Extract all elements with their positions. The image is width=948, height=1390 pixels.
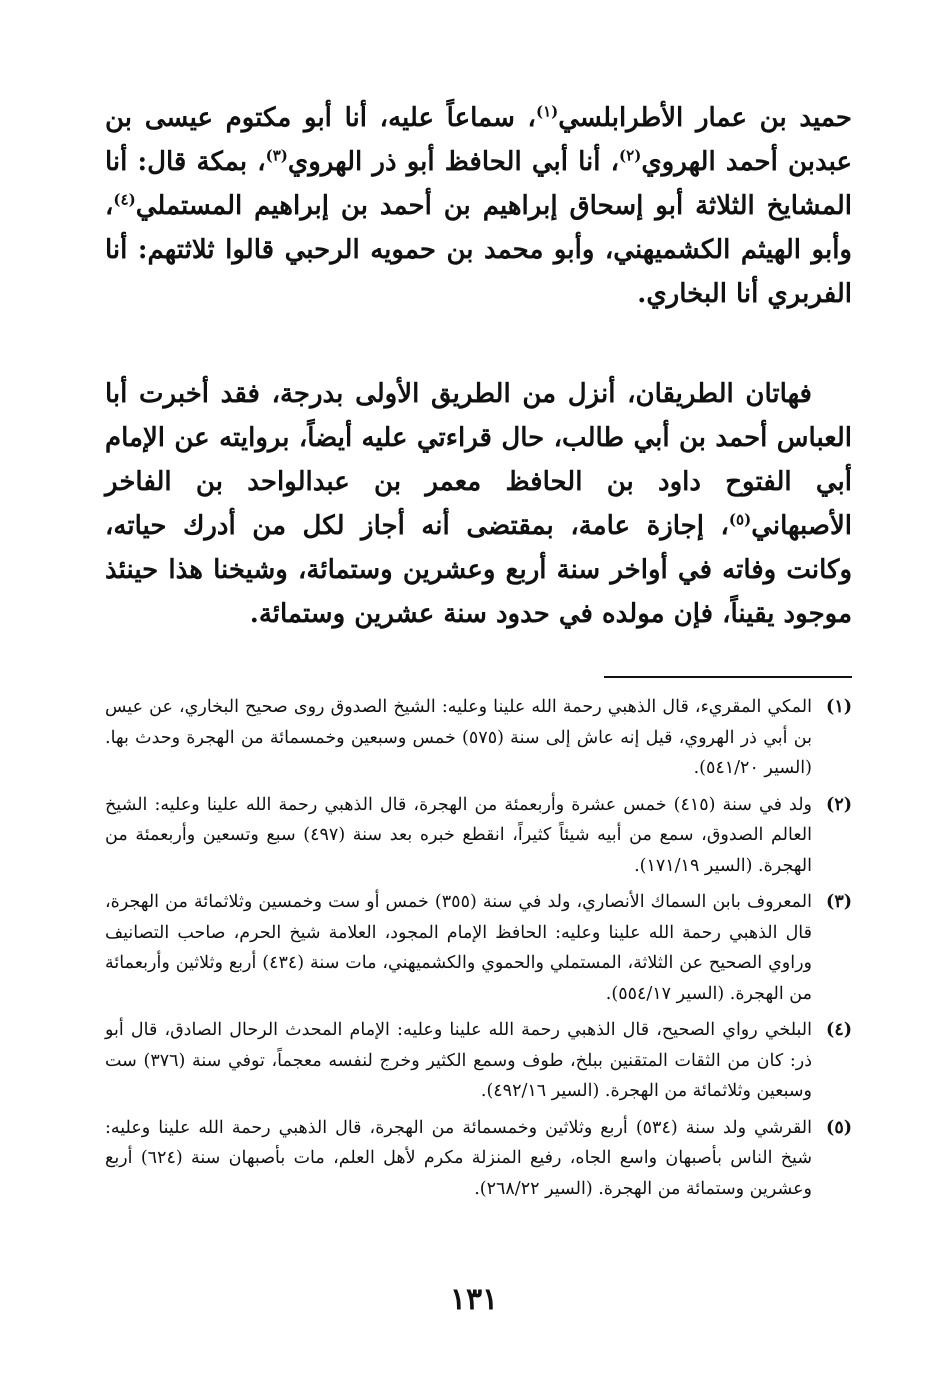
footnote-reference-5: (٥) <box>728 510 752 529</box>
footnote-number: (١) <box>826 697 852 717</box>
footnote-text: القرشي ولد سنة (٥٣٤) أربع وثلاثين وخمسمائة من الهجرة، قال الذهبي رحمة الله علينا وعليه: شيخ الناس بأصبهان واسع الجاه، رفيع المنزلة مكرم لأهل العلم، مات بأصبهان سنة (٦٢٤) أربع وعشرين وستمائة من الهجرة. (السير ٢٦٨/٢٢). <box>105 1117 813 1199</box>
text-segment: ، بمكة قال: أنا المشايخ الثلاثة أبو إسحاق إبراهيم بن أحمد بن إبراهيم المستملي <box>105 147 852 221</box>
footnote-reference-3: (٣) <box>265 146 288 165</box>
footnote-reference-4: (٤) <box>113 190 136 209</box>
footnote-separator <box>604 676 852 678</box>
text-segment: ، إجازة عامة، بمقتضى أنه أجاز لكل من أدرك حياته، وكانت وفاته في أواخر سنة أربع وعشرين وستمائة، وشيخنا هذا حينئذ موجود يقيناً، فإن مولده في حدود سنة عشرين وستمائة. <box>105 511 852 629</box>
text-segment: حميد بن عمار الأطرابلسي <box>558 103 853 133</box>
text-segment: ، سماعاً عليه، أنا أبو مكتوم عيسى بن عبدبن أحمد الهروي <box>105 103 852 177</box>
body-paragraph-2 <box>105 372 852 636</box>
footnote-4 <box>105 1015 852 1107</box>
body-paragraph-1 <box>105 96 852 316</box>
footnote-1 <box>105 692 852 784</box>
footnote-5 <box>105 1113 852 1205</box>
footnote-3 <box>105 887 852 1009</box>
footnote-text: ولد في سنة (٤١٥) خمس عشرة وأربعمئة من الهجرة، قال الذهبي رحمة الله علينا وعليه: الشيخ العالم الصدوق، سمع من أبيه شيئاً كثيراً، انقطع خبره بعد سنة (٤٩٧) سبع وتسعين وأربعمئة من الهجرة. (السير ١٧١/١٩). <box>105 794 812 876</box>
page-number: ١٣١ <box>449 1282 499 1317</box>
footnote-number: (٤) <box>826 1020 852 1040</box>
footnote-number: (٥) <box>826 1117 852 1138</box>
text-segment: ، وأبو الهيثم الكشميهني، وأبو محمد بن حمويه الرحبي قالوا ثلاثتهم: أنا الفربري أنا البخاري. <box>105 191 852 309</box>
footnote-2 <box>105 790 852 882</box>
footnote-reference-2: (٢) <box>619 146 642 165</box>
footnote-reference-1: (١) <box>535 102 559 121</box>
footnote-text: المكي المقريء، قال الذهبي رحمة الله علينا وعليه: الشيخ الصدوق روى صحيح البخاري، عن عيس بن أبي ذر الهروي، قيل إنه عاش إلى سنة (٥٧٥) خمس وسبعين وخمسمائة من الهجرة وحدث بها. (السير ٥٤١/٢٠). <box>105 697 812 778</box>
footnote-text: البلخي رواي الصحيح، قال الذهبي رحمة الله علينا وعليه: الإمام المحدث الرحال الصادق، قال أبو ذر: كان من الثقات المتقنين ببلخ، طوف وسمع الكثير وخرج لنفسه معجماً، توفي سنة (٣٧٦) ست وسبعين وثلاثمائة من الهجرة. (السير ٤٩٢/١٦). <box>105 1020 812 1101</box>
text-segment: ، أنا أبي الحافظ أبو ذر الهروي <box>287 147 620 177</box>
text-segment: فهاتان الطريقان، أنزل من الطريق الأولى بدرجة، فقد أخبرت أبا العباس أحمد بن أبي طالب، حال قراءتي عليه أيضاً، بروايته عن الإمام أبي الفتوح داود بن الحافظ معمر بن عبدالواحد بن الفاخر الأصبهاني <box>105 379 852 541</box>
footnotes-list <box>105 692 852 1204</box>
footnote-number: (٣) <box>826 892 852 912</box>
footnote-text: المعروف بابن السماك الأنصاري، ولد في سنة (٣٥٥) خمس أو ست وخمسين وثلاثمائة من الهجرة، قال الذهبي رحمة الله علينا وعليه: الحافظ الإمام المجود، العلامة شيخ الحرم، صاحب التصانيف وراوي الصحيح عن الثلاثة، المستملي والحموي والكشميهني، مات سنة (٤٣٤) أربع وثلاثين وأربعمائة من الهجرة. (السير ٥٥٤/١٧). <box>105 892 812 1004</box>
footnote-number: (٢) <box>826 794 852 815</box>
